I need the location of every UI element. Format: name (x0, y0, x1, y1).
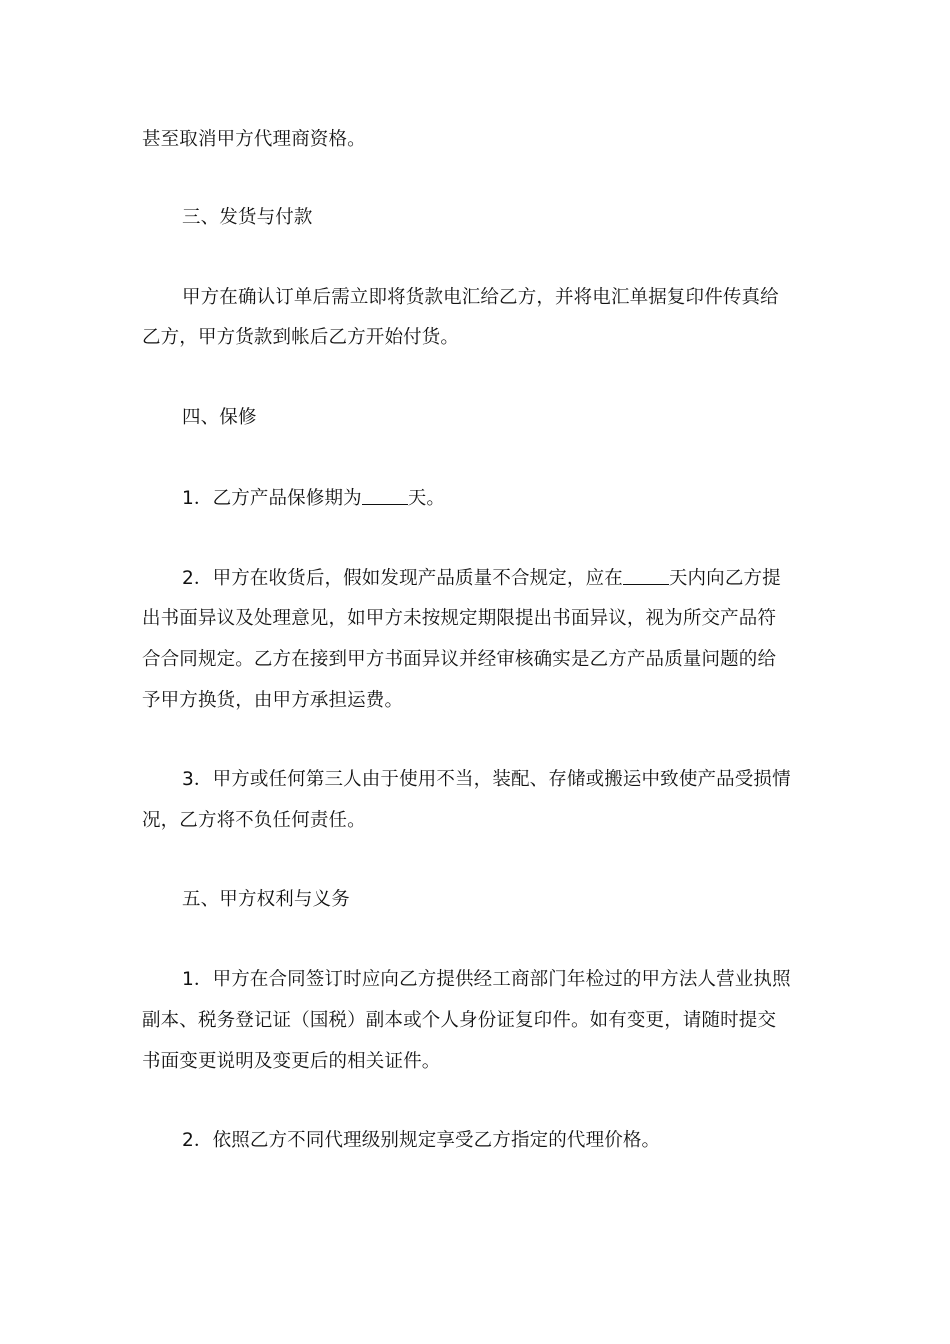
paragraph-line: 副本、税务登记证（国税）副本或个人身份证复印件。如有变更，请随时提交 (142, 1010, 777, 1031)
fill-in-blank (623, 566, 669, 585)
section-heading-party-a-rights: 五、甲方权利与义务 (182, 889, 350, 910)
paragraph-line (182, 566, 781, 591)
paragraph-line: 甲方在确认订单后需立即将货款电汇给乙方，并将电汇单据复印件传真给 (182, 287, 779, 308)
paragraph-line: 1．甲方在合同签订时应向乙方提供经工商部门年检过的甲方法人营业执照 (182, 969, 791, 990)
clause-text: 2．甲方在收货后，假如发现产品质量不合规定，应在 (182, 568, 623, 589)
clause-text: 1．乙方产品保修期为 (182, 488, 362, 509)
paragraph-line (182, 486, 445, 511)
paragraph-line: 予甲方换货，由甲方承担运费。 (142, 690, 404, 711)
section-heading-warranty: 四、保修 (182, 407, 257, 428)
fill-in-blank (362, 486, 408, 505)
section-heading-shipping-payment: 三、发货与付款 (182, 207, 313, 228)
paragraph-line: 甚至取消甲方代理商资格。 (142, 129, 366, 150)
clause-text: 天。 (407, 488, 446, 509)
paragraph-line: 乙方，甲方货款到帐后乙方开始付货。 (142, 327, 460, 348)
clause-text: 天内向乙方提 (668, 568, 781, 589)
paragraph-line: 书面变更说明及变更后的相关证件。 (142, 1051, 441, 1072)
paragraph-line: 况，乙方将不负任何责任。 (142, 810, 366, 831)
paragraph-line: 合合同规定。乙方在接到甲方书面异议并经审核确实是乙方产品质量问题的给 (142, 649, 777, 670)
paragraph-line: 出书面异议及处理意见，如甲方未按规定期限提出书面异议，视为所交产品符 (142, 608, 777, 629)
paragraph-line: 3．甲方或任何第三人由于使用不当，装配、存储或搬运中致使产品受损情 (182, 769, 791, 790)
paragraph-line: 2．依照乙方不同代理级别规定享受乙方指定的代理价格。 (182, 1130, 661, 1151)
